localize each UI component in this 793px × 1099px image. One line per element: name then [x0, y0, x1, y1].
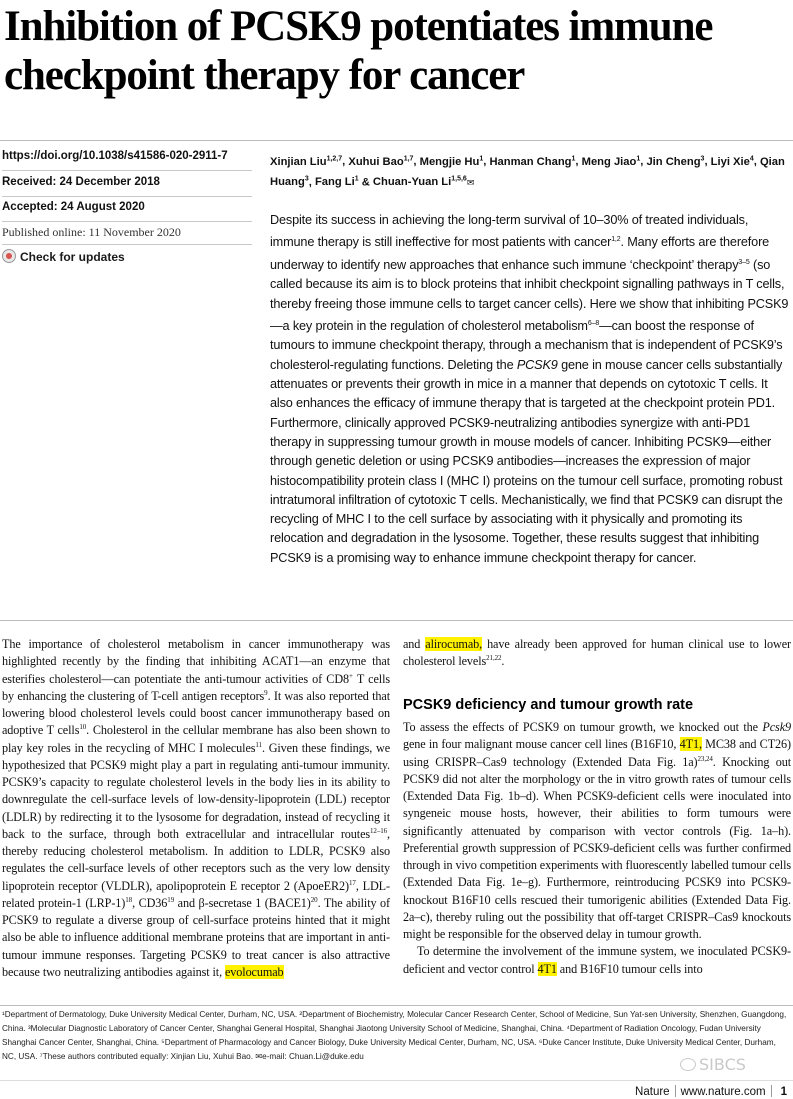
author[interactable]: Qian Huang$^3$	[270, 155, 785, 189]
section-heading: PCSK9 deficiency and tumour growth rate	[403, 697, 694, 713]
title-line-1: Inhibition of PCSK9 potentiates immune	[4, 3, 713, 50]
author[interactable]: Liyi Xie$^4$	[710, 155, 754, 168]
check-for-updates-button[interactable]	[2, 249, 125, 264]
page-number: 1	[780, 1086, 787, 1098]
body-paragraph: The importance of cholesterol metabolism in cancer immunotherapy was highlighted recently by the finding that inhibiting ACAT1—an enzyme that esterifies cholesterol—can potentiate the anti-tumour activities of CD8+ T cells by enhancing the clustering of T-cell antigen receptors$^9$. It was also reported that lowering blood cholesterol levels could boost cancer immunotherapy based on adoptive T cells$^{10}$. Cholesterol in the cellular membrane has also been shown to play key roles in the recycling of MHC I molecules$^{11}$. Given these findings, we hypothesized that PCSK9 might play a part in regulating anti-tumour immunity. PCSK9’s capacity to regulate cholesterol levels in the body lies in its ability to downregulate the cell-surface levels of low-density-lipoprotein (LDL) receptor (LDLR) by redirecting it to the lysosome for degradation, instead of recycling it back to the surface, through both extracellular and intracellular routes$^{12-16}$, thereby reducing cholesterol metabolism. In addition to LDLR, PCSK9 also regulates the cell-surface levels of other receptors such as the very low density lipoprotein receptor (VLDLR), apolipoprotein E receptor 2 (ApoeER2)$^{17}$, LDL-related protein-1 $(LRP-1)^{18}$, $CD36^{19}$ and β-secretase 1 (BACE1)$^{20}$. The ability of PCSK9 to regulate a diverse group of cell-surface proteins hinted that it might also be able to influence additional membrane proteins that are important in anti-tumour immune responses. Targeting PCSK9 to treat cancer is also attractive because two neutralizing antibodies against it, evolocumab	[2, 637, 391, 979]
abstract-divider	[0, 620, 793, 621]
received-date: Received: 24 December 2018	[2, 176, 160, 188]
journal-url[interactable]: www.nature.com	[680, 1086, 766, 1098]
body-column-left	[2, 636, 390, 981]
highlighted-term: evolocumab	[224, 964, 284, 979]
footer-separator	[771, 1085, 772, 1097]
article-title	[4, 2, 784, 100]
highlighted-term: 4T1,	[679, 737, 702, 752]
crossmark-icon	[2, 249, 16, 263]
page-footer	[635, 1085, 787, 1098]
meta-divider	[2, 170, 252, 171]
email-icon[interactable]: ✉	[466, 177, 475, 188]
published-date: Published online: 11 November 2020	[2, 225, 181, 239]
footer-separator	[675, 1085, 676, 1097]
author[interactable]: Jin Cheng$^3$	[646, 155, 705, 168]
author[interactable]: Fang Li$^1$	[314, 175, 359, 189]
body-paragraph: To assess the effects of PCSK9 on tumour growth, we knocked out the Pcsk9 gene in four malignant mouse cancer cell lines (B16F10, 4T1, MC38 and CT26) using CRISPR–Cas9 technology (Extended Data Fig. 1a)$^{23,24}$. Knocking out PCSK9 did not alter the morphology or the in vitro growth rates of tumour cells (Extended Data Fig. 1b–d). When PCSK9-deficient cells were inoculated into syngeneic mouse hosts, however, their abilities to form tumours were significantly attenuated by comparison with vector controls (Fig. 1a–h). Preferential growth suppression of PCSK9-deficient cells was further confirmed through in vivo competition experiments with fluorescently labelled tumour cells (Extended Data Fig. 1e–g). Furthermore, reintroducing PCSK9 into PCSK9-knockout B16F10 cells rescued their tumorigenic abilities (Extended Data Fig. 2a–c), thereby ruling out the possibility that off-target CRISPR–Cas9 knockouts might be responsible for the observed delay in tumour growth.	[403, 720, 791, 941]
author[interactable]: Xuhui Bao$^{1,7}$	[348, 155, 414, 168]
watermark: SIBCS	[680, 1055, 746, 1074]
author[interactable]: Xinjian Liu$^{1,2,7}$	[270, 155, 343, 168]
meta-divider	[2, 244, 252, 245]
meta-divider	[2, 221, 252, 222]
abstract: Despite its success in achieving the long-term survival of 10–30% of treated individuals, immune therapy is still ineffective for most patients with cancer$^{1,2}$. Many efforts are therefore underway to identify new approaches that enhance such immune ‘checkpoint’ therapy$^{3-5}$ (so called because its aim is to block proteins that inhibit checkpoint signalling pathways in T cells, thereby freeing those immune cells to target cancer cells). Here we show that inhibiting PCSK9—a key protein in the regulation of cholesterol metabolism$^{6-8}$—can boost the response of tumours to immune checkpoint therapy, through a mechanism that is independent of PCSK9’s cholesterol-regulating functions. Deleting the PCSK9 gene in mouse cancer cells substantially attenuates or prevents their growth in mice in a manner that depends on cytotoxic T cells. It also enhances the efficacy of immune therapy that is targeted at the checkpoint protein PD1. Furthermore, clinically approved PCSK9-neutralizing antibodies synergize with anti-PD1 therapy in suppressing tumour growth in mouse models of cancer. Inhibiting PCSK9—either through genetic deletion or using PCSK9 antibodies—increases the expression of major histocompatibility protein class I (MHC I) proteins on the tumour cell surface, promoting robust intratumoral infiltration of cytotoxic T cells. Mechanistically, we find that PCSK9 can disrupt the recycling of MHC I to the cell surface by associating with it physically and promoting its relocation and degradation in the lysosome. Together, these results suggest that inhibiting PCSK9 is a promising way to enhance immune checkpoint therapy for cancer.	[270, 213, 789, 565]
footnote-divider	[0, 1005, 793, 1006]
title-line-2: checkpoint therapy for cancer	[4, 52, 525, 99]
doi-link[interactable]: https://doi.org/10.1038/s41586-020-2911-7	[2, 150, 228, 162]
author[interactable]: Mengjie Hu$^1$	[419, 155, 484, 168]
body-column-right	[403, 719, 791, 978]
journal-name: Nature	[635, 1086, 670, 1098]
meta-divider	[2, 196, 252, 197]
affiliations-footnote: ¹Department of Dermatology, Duke University Medical Center, Durham, NC, USA. ²Department of Biochemistry, Molecular Cancer Research Center, School of Medicine, Sun Yat-sen University, Shenzhen, Guangdong, China. ³Molecular Diagnostic Laboratory of Cancer Center, Shanghai General Hospital, Shanghai Jiaotong University School of Medicine, Shanghai, China. ⁴Department of Radiation Oncology, Fudan University Shanghai Cancer Center, Shanghai, China. ⁵Department of Pharmacology and Cancer Biology, Duke University Medical Center, Durham, NC, USA. ⁶Duke Cancer Institute, Duke University Medical Center, Durham, NC, USA. ⁷These authors contributed equally: Xinjian Liu, Xuhui Bao. ✉e-mail: Chuan.Li@duke.edu	[2, 1010, 787, 1061]
body-column-right-top	[403, 636, 791, 671]
author[interactable]: Meng Jiao$^1$	[581, 155, 641, 168]
wechat-icon	[680, 1058, 696, 1071]
header-divider	[0, 140, 793, 141]
check-for-updates-label: Check for updates	[20, 250, 125, 264]
author[interactable]: Hanman Chang$^1$	[489, 155, 576, 168]
body-paragraph: To determine the involvement of the immune system, we inoculated PCSK9-deficient and vector control 4T1 and B16F10 tumour cells into	[403, 944, 791, 976]
author-list: Xinjian Liu$^{1,2,7}$, Xuhui Bao$^{1,7}$, Mengjie Hu$^1$, Hanman Chang$^1$, Meng Jiao$^1$, Jin Cheng$^3$, Liyi Xie$^4$, Qian Huang$^3$, Fang Li$^1$ & Chuan-Yuan Li$^{1,5,6}$✉	[270, 155, 785, 189]
accepted-date: Accepted: 24 August 2020	[2, 201, 145, 213]
body-paragraph: and alirocumab, have already been approved for human clinical use to lower cholesterol levels$^{21,22}$.	[403, 637, 792, 669]
highlighted-term: alirocumab,	[425, 637, 483, 651]
footer-divider	[0, 1080, 793, 1081]
highlighted-term: 4T1	[537, 961, 557, 976]
author[interactable]: Chuan-Yuan Li$^{1,5,6}$	[372, 175, 467, 189]
